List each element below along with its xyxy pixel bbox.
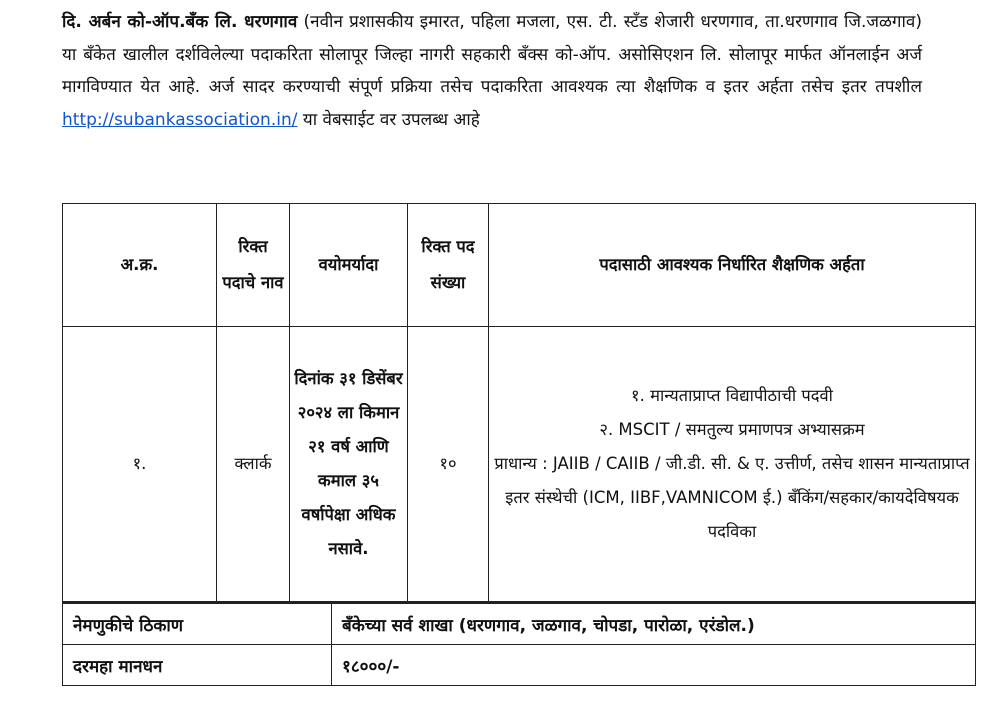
header-serial: अ.क्र. [63,204,217,327]
intro-paragraph [62,6,922,136]
vacancy-table [62,203,976,602]
salary-row [63,645,976,686]
qualification-line-2: २. MSCIT / समतुल्य प्रमाणपत्र अभ्यासक्रम [599,420,865,439]
posting-row [63,603,976,645]
cell-post-name: क्लार्क [217,327,290,602]
intro-text-end: या वेबसाईट वर उपलब्ध आहे [302,109,480,130]
table-header-row [63,204,976,327]
cell-age-limit: दिनांक ३१ डिसेंबर २०२४ ला किमान २१ वर्ष आणि कमाल ३५ वर्षापेक्षा अधिक नसावे. [290,327,408,602]
association-website-link[interactable]: http://subankassociation.in/ [62,109,298,130]
header-qualification: पदासाठी आवश्यक निर्धारित शैक्षणिक अर्हता [489,204,976,327]
header-vacancy-count: रिक्त पद संख्या [408,204,489,327]
qualification-line-1: १. मान्यताप्राप्त विद्यापीठाची पदवी [631,386,833,405]
bank-name: दि. अर्बन को-ऑप.बँक लि. धरणगाव [62,12,298,32]
intro-text: (नवीन प्रशासकीय इमारत, पहिला मजला, एस. टी. स्टँड शेजारी धरणगाव, ता.धरणगाव जि.जळगाव) या बँकेत खालील दर्शविलेल्या पदाकरिता सोलापूर जिल्हा नागरी सहकारी बँक्स को-ऑप. असोसिएशन लि. सोलापूर मार्फत ऑनलाईन अर्ज मागविण्यात येत आहे. अर्ज सादर करण्याची संपूर्ण प्रक्रिया तसेच पदाकरिता आवश्यक त्या शैक्षणिक व इतर अर्हता तसेच इतर तपशील [62,12,922,97]
header-post-name: रिक्त पदाचे नाव [217,204,290,327]
cell-serial: १. [63,327,217,602]
header-age-limit: वयोमर्यादा [290,204,408,327]
salary-value: १८०००/- [332,645,976,686]
qualification-preference: प्राधान्य : JAIIB / CAIIB / जी.डी. सी. & ए. उत्तीर्ण, तसेच शासन मान्यताप्राप्त इतर संस्थेची (ICM, IIBF,VAMNICOM ई.) बँकिंग/सहकार/कायदेविषयक पदविका [494,454,970,541]
posting-salary-table [62,602,976,686]
cell-qualification [489,327,976,602]
cell-vacancy-count: १० [408,327,489,602]
table-row [63,327,976,602]
posting-value: बँकेच्या सर्व शाखा (धरणगाव, जळगाव, चोपडा, पारोळा, एरंडोल.) [332,603,976,645]
posting-label: नेमणुकीचे ठिकाण [63,603,332,645]
salary-label: दरमहा मानधन [63,645,332,686]
